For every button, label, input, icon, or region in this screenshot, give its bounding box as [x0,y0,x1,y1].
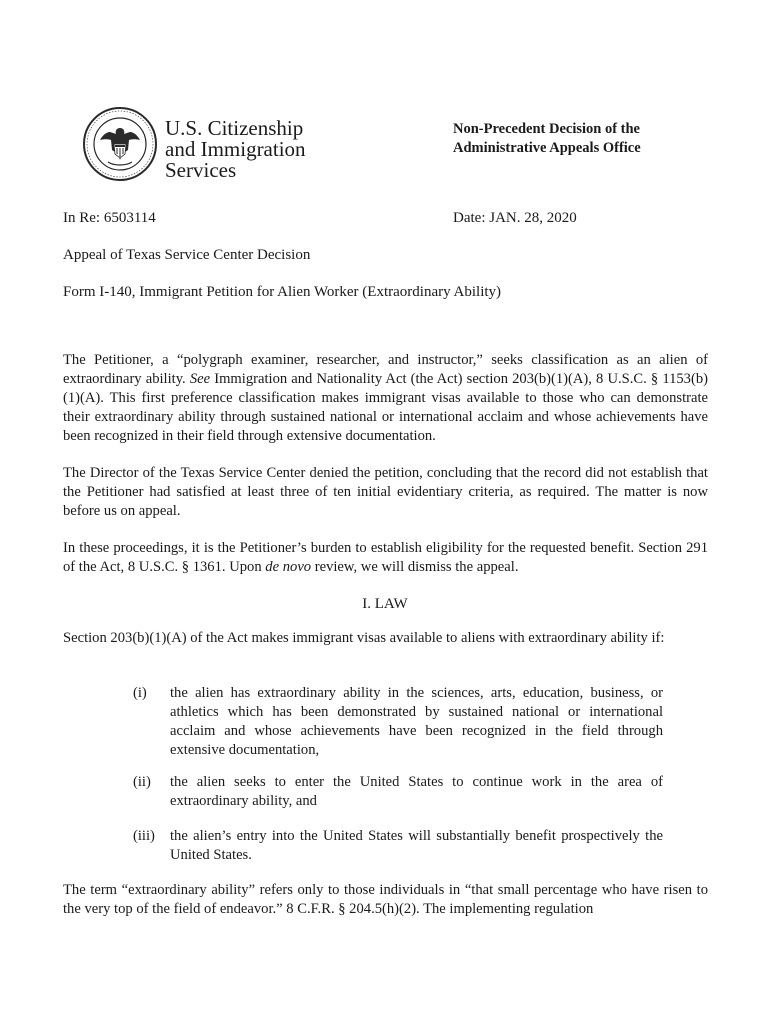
appeal-line: Appeal of Texas Service Center Decision [63,247,311,263]
paragraph-1 [63,351,708,446]
agency-name [165,118,306,181]
p1-text-b: Immigration and Nationality Act (the Act) section 203(b)(1)(A), 8 U.S.C. § 1153(b)(1)(A). This first preference classification makes immigrant visas available to those who can demonstrate their extraordinary ability through sustained national or international acclaim and whose achievements have been recognized in their field through extensive documentation. [63,371,708,444]
agency-line-2: and Immigration [165,137,306,161]
form-line: Form I-140, Immigrant Petition for Alien Worker (Extraordinary Ability) [63,284,502,300]
paragraph-2: The Director of the Texas Service Center denied the petition, concluding that the record did not establish that the Petitioner had satisfied at least three of ten initial evidentiary criteria, as required. The matter is now before us on appeal. [63,465,708,519]
p3-text-a: In these proceedings, it is the Petitioner’s burden to establish eligibility for the requested benefit. Section 291 of the Act, 8 U.S.C. § 1361. Upon [63,540,708,575]
list-item-text: the alien seeks to enter the United States to continue work in the area of extraordinary ability, and [170,774,663,809]
list-item-text: the alien has extraordinary ability in the sciences, arts, education, business, or athletics which has been demonstrated by sustained national or international acclaim and whose achievements have been recognized in the field through extensive documentation, [170,685,663,758]
case-number: In Re: 6503114 [63,210,156,226]
decision-title-line-2: Administrative Appeals Office [453,140,641,156]
p3-text-b: review, we will dismiss the appeal. [311,559,519,575]
list-item-number: (i) [133,685,147,701]
p1-see: See [189,371,211,387]
agency-line-1: U.S. Citizenship [165,116,304,140]
decision-date: Date: JAN. 28, 2020 [453,210,577,226]
paragraph-5: The term “extraordinary ability” refers only to those individuals in “that small percentage who have risen to the very top of the field of endeavor.” 8 C.F.R. § 204.5(h)(2). The implementing regulation [63,882,708,917]
decision-title-line-1: Non-Precedent Decision of the [453,121,640,137]
list-item-number: (ii) [133,774,151,790]
section-heading-law: I. LAW [362,596,408,612]
list-item-number: (iii) [133,828,155,844]
paragraph-3 [63,539,708,577]
p3-de-novo: de novo [265,559,312,575]
p1-text-a: The Petitioner, a “polygraph examiner, researcher, and instructor,” seeks classification as an alien of extraordinary ability. [63,352,708,387]
list-item-text: the alien’s entry into the United States will substantially benefit prospectively the United States. [170,828,663,863]
agency-line-3: Services [165,158,237,182]
dhs-seal-icon [82,106,158,182]
decision-title [453,120,641,158]
paragraph-4: Section 203(b)(1)(A) of the Act makes immigrant visas available to aliens with extraordinary ability if: [63,630,665,646]
